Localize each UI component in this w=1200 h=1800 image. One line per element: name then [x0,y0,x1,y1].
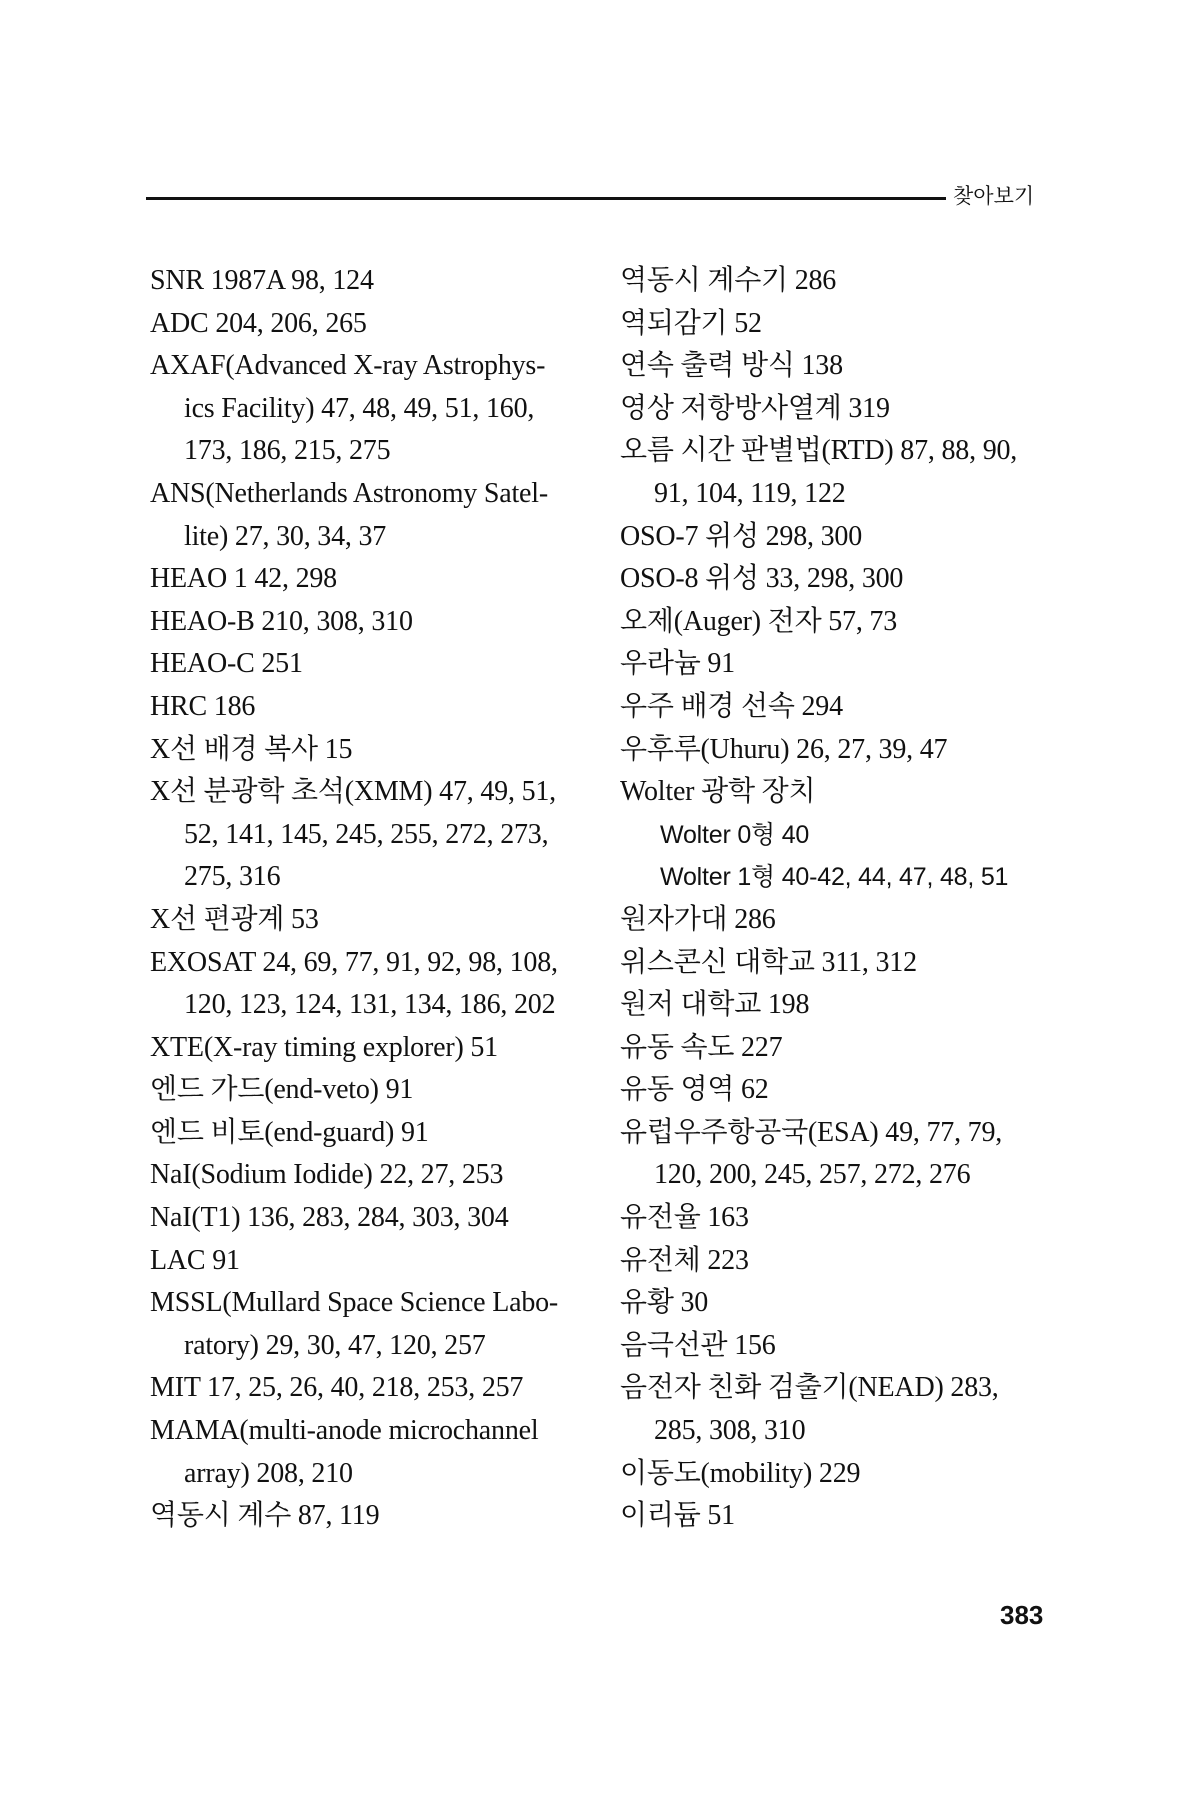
index-entry: 오름 시간 판별법(RTD) 87, 88, 90, [620,435,1018,467]
index-entry: 원저 대학교 198 [620,989,810,1021]
index-entry: 위스콘신 대학교 311, 312 [620,946,917,978]
index-column-left [150,260,590,1538]
index-entry: 역되감기 52 [620,307,762,339]
index-entry: 이리듐 51 [620,1500,735,1532]
index-entry: X선 배경 복사 15 [150,733,353,765]
index-entry: 엔드 가드(end-veto) 91 [150,1074,414,1106]
index-entry: HRC 186 [150,690,256,722]
index-entry-continuation: ics Facility) 47, 48, 49, 51, 160, [184,392,535,424]
index-entry: Wolter 광학 장치 [620,776,816,808]
index-entry: 음전자 친화 검출기(NEAD) 283, [620,1372,999,1404]
index-entry-continuation: Wolter 0형 40 [660,820,810,849]
index-entry-continuation: 275, 316 [184,861,281,893]
index-entry-continuation: lite) 27, 30, 34, 37 [184,520,387,552]
index-entry-continuation: 52, 141, 145, 245, 255, 272, 273, [184,818,549,850]
index-column-right [620,260,1065,1538]
index-entry: 영상 저항방사열계 319 [620,392,890,424]
index-entry: SNR 1987A 98, 124 [150,265,374,296]
index-entry: HEAO-C 251 [150,648,303,680]
index-entry: 유럽우주항공국(ESA) 49, 77, 79, [620,1116,1003,1148]
index-entry-continuation: 173, 186, 215, 275 [184,435,391,467]
index-entry: 유전율 163 [620,1202,749,1234]
page-number: 383 [1000,1600,1044,1630]
index-entry: 우주 배경 선속 294 [620,690,843,722]
index-entry: 역동시 계수 87, 119 [150,1500,380,1532]
index-entry: OSO-7 위성 298, 300 [620,520,863,552]
index-entry: AXAF(Advanced X-ray Astrophys- [150,350,546,382]
index-entry: X선 편광계 53 [150,903,319,935]
index-entry: X선 분광학 초석(XMM) 47, 49, 51, [150,776,556,808]
index-entry: ANS(Netherlands Astronomy Satel- [150,477,548,509]
index-entry: 음극선관 156 [620,1329,776,1361]
index-entry: 엔드 비토(end-guard) 91 [150,1116,429,1148]
index-entry: 유전체 223 [620,1244,749,1276]
index-entry-continuation: 285, 308, 310 [654,1415,806,1447]
index-entry: XTE(X-ray timing explorer) 51 [150,1031,498,1063]
index-entry: EXOSAT 24, 69, 77, 91, 92, 98, 108, [150,946,558,978]
index-entry: MAMA(multi-anode microchannel [150,1415,539,1447]
index-entry: HEAO 1 42, 298 [150,563,337,595]
page-header-title: 찾아보기 [953,184,1035,208]
index-entry: 우라늄 91 [620,648,735,680]
index-entry: NaI(T1) 136, 283, 284, 303, 304 [150,1202,509,1234]
index-entry: 유황 30 [620,1287,709,1319]
index-entry-continuation: 120, 123, 124, 131, 134, 186, 202 [184,989,556,1021]
index-entry-continuation: array) 208, 210 [184,1457,353,1489]
index-entry: LAC 91 [150,1244,240,1276]
index-entry: 오제(Auger) 전자 57, 73 [620,605,898,637]
index-entry: 유동 영역 62 [620,1074,769,1106]
index-entry: OSO-8 위성 33, 298, 300 [620,563,904,595]
index-entry: HEAO-B 210, 308, 310 [150,605,413,637]
index-entry-continuation: ratory) 29, 30, 47, 120, 257 [184,1329,486,1361]
index-entry: 이동도(mobility) 229 [620,1457,861,1489]
index-entry: 우후루(Uhuru) 26, 27, 39, 47 [620,733,948,765]
index-entry: MIT 17, 25, 26, 40, 218, 253, 257 [150,1372,524,1404]
index-entry: ADC 204, 206, 265 [150,307,367,339]
index-entry-continuation: 91, 104, 119, 122 [654,477,846,509]
index-entry: NaI(Sodium Iodide) 22, 27, 253 [150,1159,504,1191]
index-entry: 역동시 계수기 286 [620,265,837,296]
header-rule [146,197,946,200]
index-entry-continuation: Wolter 1형 40-42, 44, 47, 48, 51 [660,863,1009,892]
index-entry: MSSL(Mullard Space Science Labo- [150,1287,559,1319]
index-entry-continuation: 120, 200, 245, 257, 272, 276 [654,1159,971,1191]
index-entry: 유동 속도 227 [620,1031,783,1063]
index-entry: 연속 출력 방식 138 [620,350,843,382]
index-entry: 원자가대 286 [620,903,776,935]
